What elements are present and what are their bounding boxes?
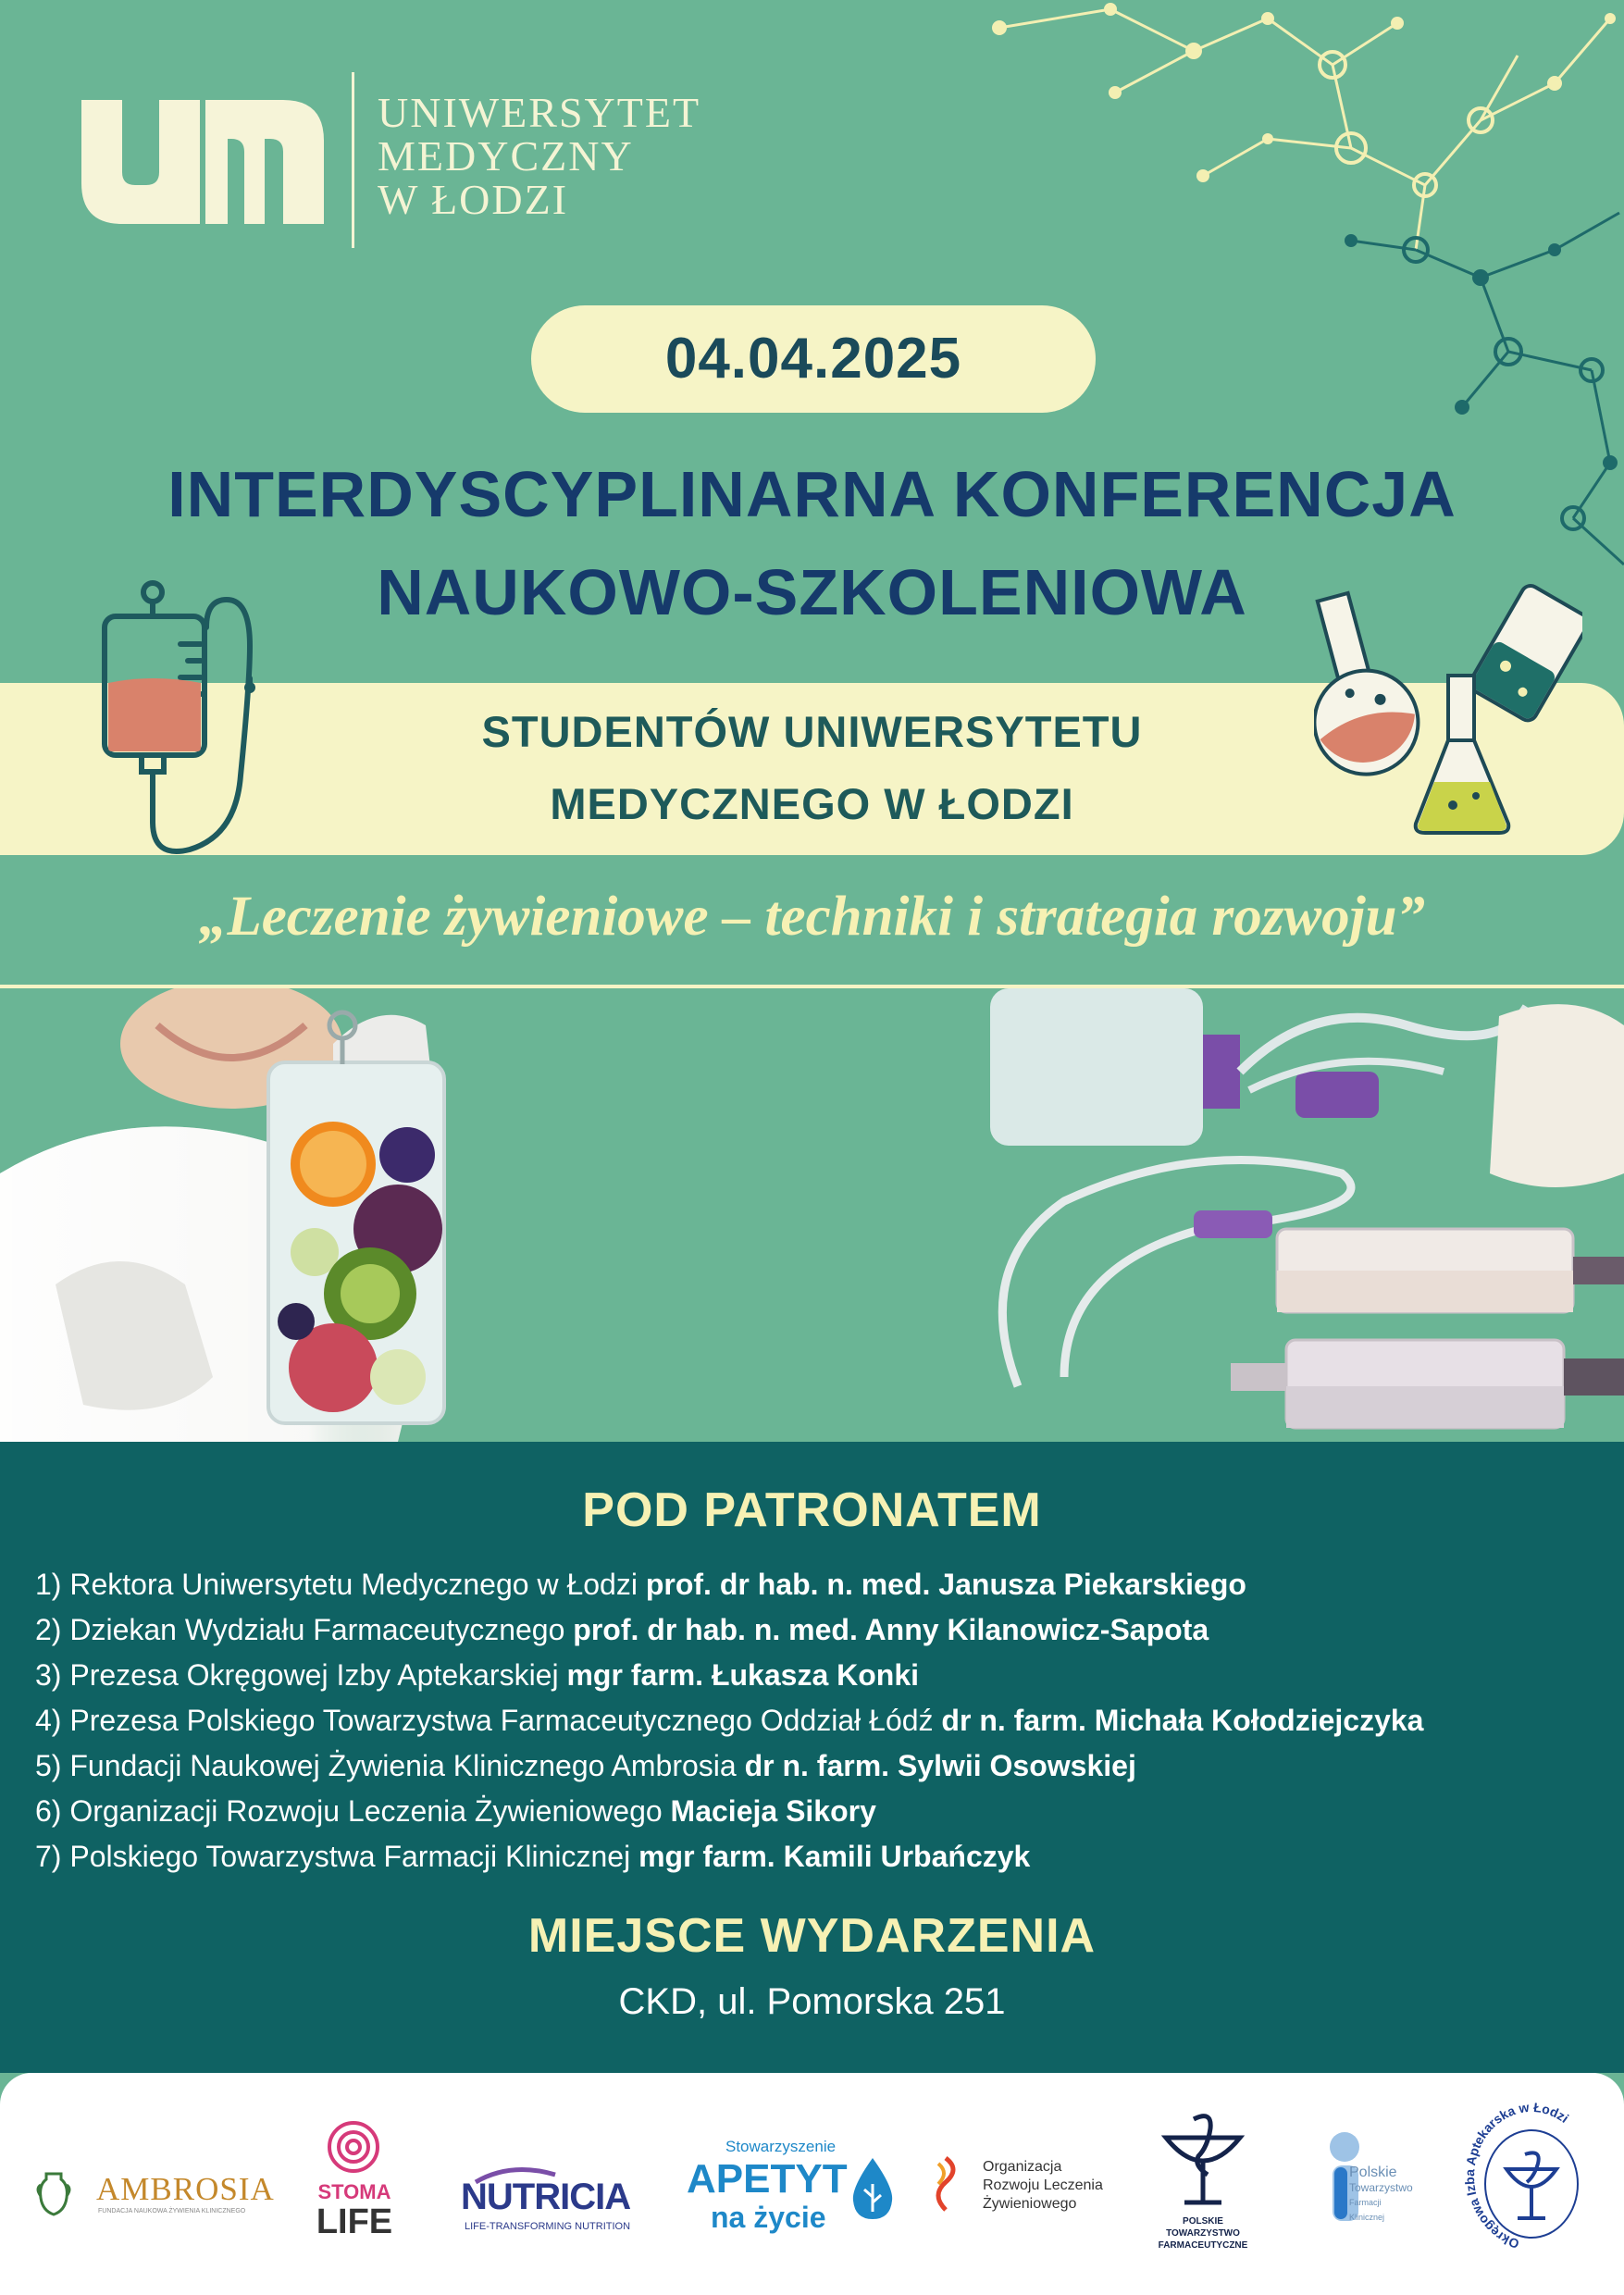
orlz-logo (927, 2154, 1112, 2228)
iv-bag-icon (88, 572, 310, 877)
patron-name: Macieja Sikory (670, 1794, 876, 1828)
university-name (378, 91, 700, 221)
orlz-line3: Żywieniowego (983, 2196, 1077, 2212)
ptf-line2: TOWARZYSTWO (1166, 2228, 1240, 2239)
ptfk-line2: Towarzystwo (1349, 2181, 1413, 2194)
patron-name: mgr farm. Łukasza Konki (566, 1658, 920, 1692)
fruit-iv-bag-photo (268, 1012, 444, 1423)
venue-address: CKD, ul. Pomorska 251 (618, 1981, 1006, 2022)
list-item (35, 1789, 1423, 1834)
orlz-text (983, 2158, 1103, 2214)
patron-name: mgr farm. Kamili Urbańczyk (638, 1840, 1031, 1873)
ptfk-line3: Farmacji Klinicznej (1349, 2198, 1385, 2222)
university-name-line3: W ŁODZI (378, 176, 569, 223)
list-item (35, 1698, 1423, 1743)
list-item (35, 1743, 1423, 1789)
venue-heading: MIEJSCE WYDARZENIA (527, 1909, 1097, 1963)
ptf-text (1147, 2215, 1258, 2252)
amphora-icon (35, 2170, 72, 2216)
ambrosia-tagline: FUNDACJA NAUKOWA ŻYWIENIA KLINICZNEGO (98, 2208, 246, 2214)
patron-role: 7) Polskiego Towarzystwa Farmacji Klinicznej (35, 1840, 639, 1873)
patron-role: 4) Prezesa Polskiego Towarzystwa Farmaceutycznego Oddział Łódź (35, 1704, 942, 1737)
patron-role: 6) Organizacji Rozwoju Leczenia Żywieniowego (35, 1794, 671, 1828)
ptfk-text (1349, 2165, 1414, 2225)
ptf-logo (1147, 2101, 1258, 2286)
ambrosia-logo (35, 2165, 275, 2230)
ambrosia-name: AMBROSIA (96, 2171, 275, 2207)
um-logo-mark (81, 100, 324, 224)
ptfk-logo (1312, 2128, 1414, 2258)
patron-name: dr n. farm. Michała Kołodziejczyka (941, 1704, 1424, 1737)
stoma-life-logo (313, 2119, 396, 2258)
list-item (35, 1607, 1423, 1653)
patron-role: 2) Dziekan Wydziału Farmaceutycznego (35, 1613, 574, 1646)
conference-theme: „Leczenie żywieniowe – techniki i strategia rozwoju” (198, 886, 1426, 948)
oia-seal-icon (1462, 2103, 1601, 2269)
list-item (35, 1562, 1423, 1607)
event-title-line2: NAUKOWO-SZKOLENIOWA (377, 556, 1247, 628)
apetyt-bottom: na życie (711, 2201, 826, 2234)
ptf-line1: POLSKIE (1183, 2216, 1223, 2227)
patron-name: dr n. farm. Sylwii Osowskiej (744, 1749, 1136, 1782)
bowl-of-hygieia-icon (1157, 2101, 1249, 2212)
nutricia-logo (461, 2165, 646, 2239)
audience-line2: MEDYCZNEGO W ŁODZI (550, 779, 1074, 828)
nutricia-tagline: LIFE-TRANSFORMING NUTRITION (465, 2221, 631, 2232)
list-item (35, 1834, 1423, 1879)
logo-divider (352, 72, 354, 248)
patronage-heading: POD PATRONATEM (582, 1483, 1042, 1537)
patron-role: 3) Prezesa Okręgowej Izby Aptekarskiej (35, 1658, 567, 1692)
stoma-text: STOMA (317, 2180, 391, 2203)
oia-logo (1462, 2103, 1601, 2269)
university-name-line2: MEDYCZNY (378, 132, 634, 180)
life-text: LIFE (316, 2202, 393, 2241)
orlz-swirl-icon (927, 2154, 964, 2219)
water-drop-icon (849, 2156, 896, 2221)
nutricia-name: NUTRICIA (461, 2177, 631, 2217)
nutrition-photos (0, 988, 1624, 1442)
patron-role: 5) Fundacji Naukowej Żywienia Klinicznego Ambrosia (35, 1749, 745, 1782)
sponsors-strip (0, 2073, 1624, 2295)
patronage-list (35, 1562, 1423, 1879)
orlz-line1: Organizacja (983, 2159, 1062, 2175)
list-item (35, 1653, 1423, 1698)
university-name-line1: UNIWERSYTET (378, 89, 701, 136)
apetyt-main: APETYT (687, 2156, 848, 2202)
orlz-line2: Rozwoju Leczenia (983, 2177, 1103, 2193)
patron-name: prof. dr hab. n. med. Janusza Piekarskiego (645, 1568, 1246, 1601)
rose-icon (324, 2119, 383, 2177)
event-date: 04.04.2025 (531, 305, 1096, 413)
patron-role: 1) Rektora Uniwersytetu Medycznego w Łodzi (35, 1568, 646, 1601)
oia-ring-text: Okręgowa Izba Aptekarska w Łodzi (1462, 2103, 1572, 2252)
apetyt-logo (683, 2138, 905, 2249)
ptfk-line1: Polskie (1349, 2165, 1397, 2180)
ptf-line3: FARMACEUTYCZNE (1158, 2240, 1248, 2251)
apetyt-top: Stowarzyszenie (725, 2138, 837, 2155)
event-title-line1: INTERDYSCYPLINARNA KONFERENCJA (167, 458, 1457, 530)
audience-line1: STUDENTÓW UNIWERSYTETU (481, 707, 1143, 756)
patron-name: prof. dr hab. n. med. Anny Kilanowicz-Sapota (573, 1613, 1209, 1646)
lab-flasks-icon (1314, 574, 1582, 842)
